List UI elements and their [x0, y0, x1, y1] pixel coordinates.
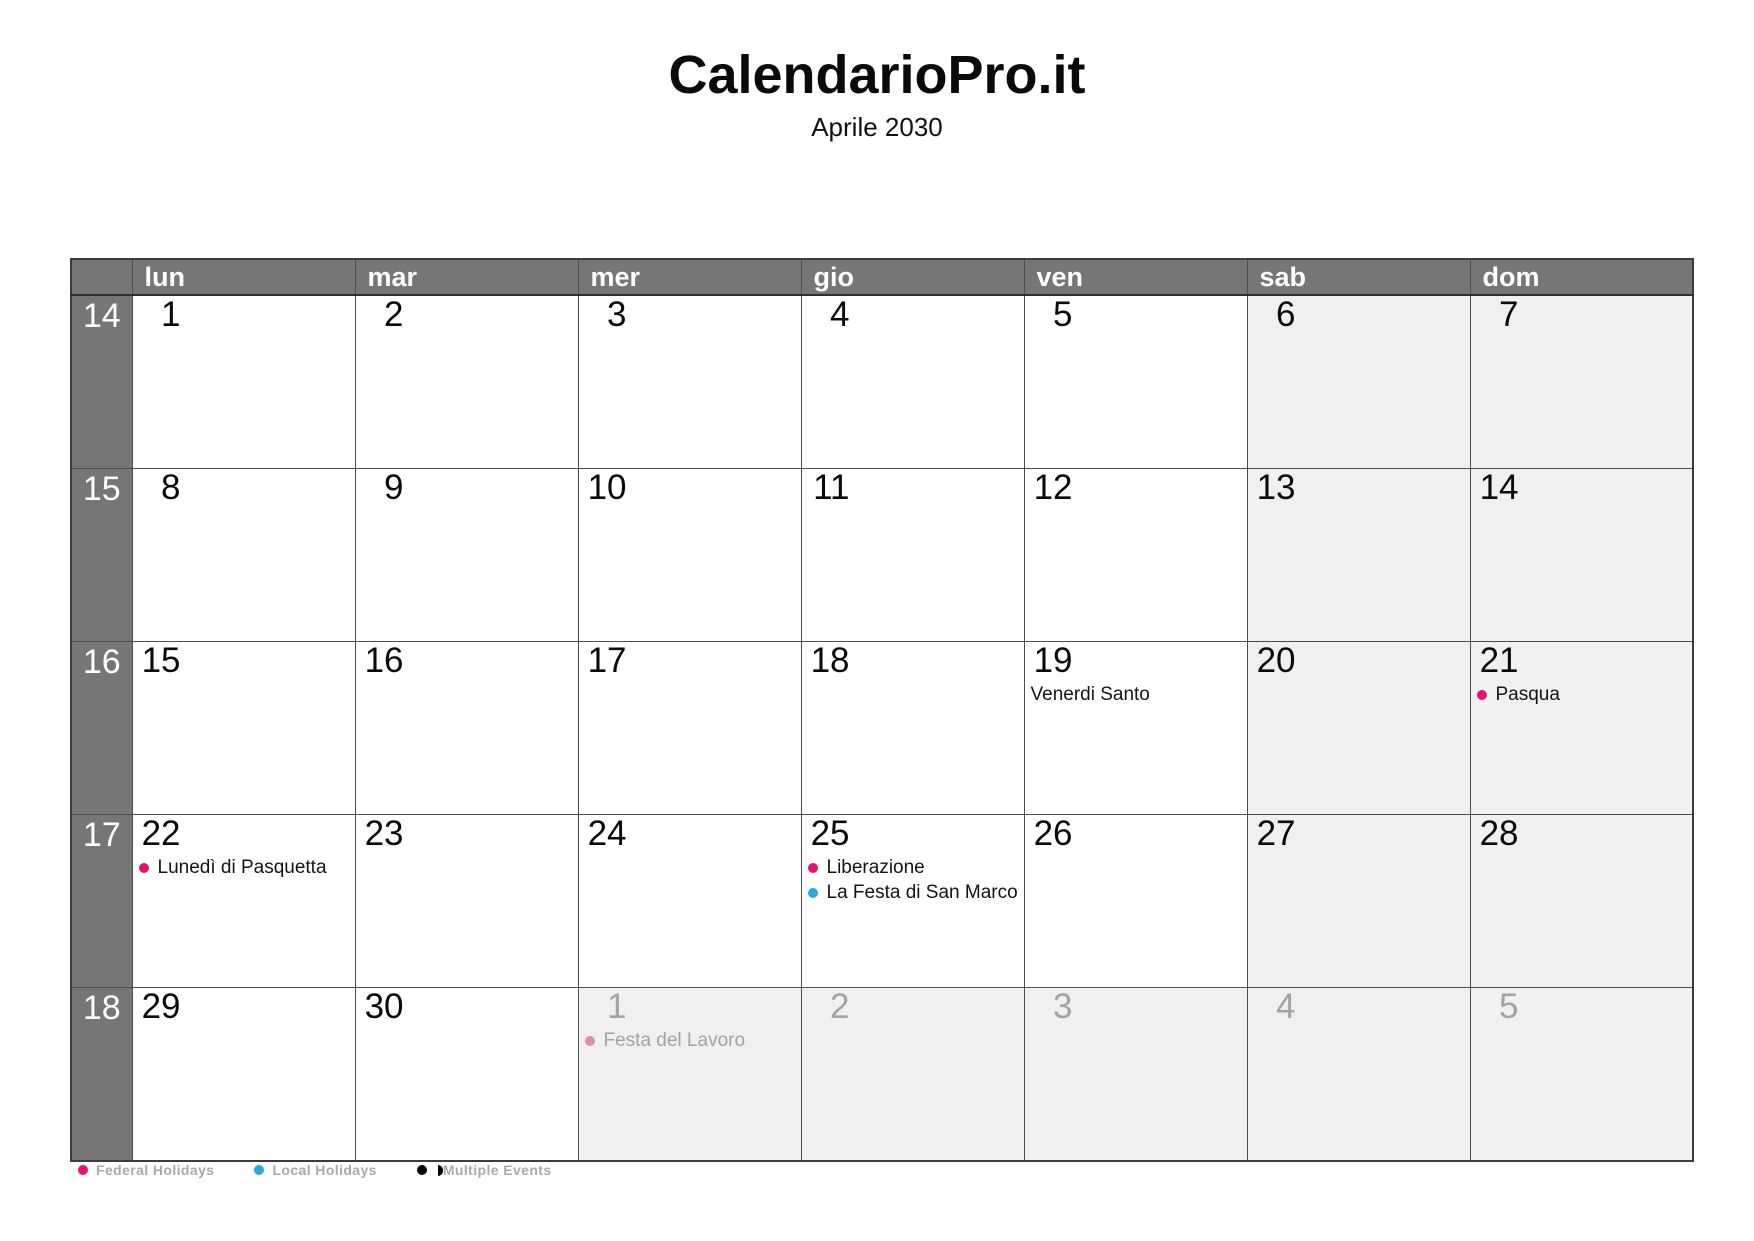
- day-number: 25: [810, 814, 850, 853]
- day-cell-apr-9: [355, 469, 578, 642]
- day-cell-apr-21: [1470, 642, 1693, 815]
- day-number: 5: [1499, 987, 1519, 1026]
- day-number: 22: [141, 814, 181, 853]
- day-cell-may-5: [1470, 988, 1693, 1162]
- day-cell-apr-27: [1247, 815, 1470, 988]
- week-row-17: [71, 815, 1693, 988]
- day-number: 20: [1256, 641, 1296, 680]
- day-number: 3: [1053, 987, 1073, 1026]
- week-column-header: [71, 259, 132, 295]
- local-holiday-dot-icon: [254, 1165, 264, 1175]
- day-number: 5: [1053, 295, 1073, 334]
- day-header-lun: lun: [132, 259, 355, 295]
- federal-holiday-dot-icon: [808, 863, 818, 873]
- event-pasqua: [1471, 682, 1693, 707]
- event-la-festa-di-san-marco: [802, 880, 1024, 905]
- day-cell-apr-8: [132, 469, 355, 642]
- legend-federal-holidays: [78, 1162, 214, 1178]
- legend-label: Local Holidays: [272, 1162, 377, 1178]
- day-cell-apr-17: [578, 642, 801, 815]
- day-number: 4: [830, 295, 850, 334]
- legend-local-holidays: [254, 1162, 376, 1178]
- day-number: 6: [1276, 295, 1296, 334]
- day-number: 2: [830, 987, 850, 1026]
- day-header-dom: dom: [1470, 259, 1693, 295]
- day-cell-apr-7: [1470, 295, 1693, 469]
- day-cell-apr-30: [355, 988, 578, 1162]
- day-cell-apr-3: [578, 295, 801, 469]
- day-number: 1: [607, 987, 627, 1026]
- day-number: 4: [1276, 987, 1296, 1026]
- event-label: Pasqua: [1495, 683, 1560, 705]
- day-number: 19: [1033, 641, 1073, 680]
- day-header-gio: gio: [801, 259, 1024, 295]
- day-cell-apr-28: [1470, 815, 1693, 988]
- day-cell-apr-2: [355, 295, 578, 469]
- event-label: Liberazione: [826, 856, 925, 878]
- day-header-mar: mar: [355, 259, 578, 295]
- page-title: CalendarioPro.it: [668, 45, 1086, 105]
- day-cell-apr-18: [801, 642, 1024, 815]
- day-number: 10: [587, 468, 627, 507]
- week-row-16: [71, 642, 1693, 815]
- day-cell-may-1: [578, 988, 801, 1162]
- event-label: Venerdi Santo: [1030, 683, 1150, 705]
- week-number-16: 16: [71, 642, 132, 815]
- day-cell-apr-19: [1024, 642, 1247, 815]
- week-number-18: 18: [71, 988, 132, 1162]
- day-cell-may-3: [1024, 988, 1247, 1162]
- day-cell-apr-4: [801, 295, 1024, 469]
- multiple-events-dot-icon: [417, 1165, 427, 1175]
- week-row-14: [71, 295, 1693, 469]
- event-liberazione: [802, 855, 1024, 880]
- day-number: 8: [161, 468, 181, 507]
- week-row-15: [71, 469, 1693, 642]
- day-number: 17: [587, 641, 627, 680]
- week-row-18: [71, 988, 1693, 1162]
- day-number: 23: [364, 814, 404, 853]
- day-number: 13: [1256, 468, 1296, 507]
- day-number: 16: [364, 641, 404, 680]
- day-number: 30: [364, 987, 404, 1026]
- day-number: 9: [384, 468, 404, 507]
- day-cell-apr-14: [1470, 469, 1693, 642]
- event-festa-del-lavoro: [579, 1028, 801, 1053]
- page-header: [0, 44, 1754, 144]
- event-label: Festa del Lavoro: [603, 1029, 746, 1051]
- calendar-table: [70, 258, 1694, 1162]
- day-cell-may-2: [801, 988, 1024, 1162]
- weekday-header-row: [71, 259, 1693, 295]
- day-cell-apr-25: [801, 815, 1024, 988]
- day-cell-apr-6: [1247, 295, 1470, 469]
- day-number: 15: [141, 641, 181, 680]
- day-cell-apr-5: [1024, 295, 1247, 469]
- day-number: 11: [813, 468, 850, 507]
- calendar: [70, 258, 1694, 1162]
- day-header-sab: sab: [1247, 259, 1470, 295]
- page-subtitle: Aprile 2030: [811, 112, 943, 142]
- day-cell-may-4: [1247, 988, 1470, 1162]
- day-number: 24: [587, 814, 627, 853]
- day-number: 28: [1479, 814, 1519, 853]
- day-number: 18: [810, 641, 850, 680]
- day-cell-apr-23: [355, 815, 578, 988]
- day-cell-apr-1: [132, 295, 355, 469]
- day-number: 14: [1479, 468, 1519, 507]
- legend-label: Multiple Events: [442, 1162, 552, 1178]
- day-number: 3: [607, 295, 627, 334]
- day-cell-apr-16: [355, 642, 578, 815]
- day-cell-apr-13: [1247, 469, 1470, 642]
- day-number: 12: [1033, 468, 1073, 507]
- federal-holiday-dot-icon: [139, 863, 149, 873]
- day-cell-apr-20: [1247, 642, 1470, 815]
- event-label: Lunedì di Pasquetta: [157, 856, 327, 878]
- day-number: 2: [384, 295, 404, 334]
- federal-holiday-dot-icon: [1477, 690, 1487, 700]
- day-number: 26: [1033, 814, 1073, 853]
- day-cell-apr-24: [578, 815, 801, 988]
- week-number-17: 17: [71, 815, 132, 988]
- day-cell-apr-15: [132, 642, 355, 815]
- week-number-14: 14: [71, 295, 132, 469]
- day-cell-apr-11: [801, 469, 1024, 642]
- day-number: 21: [1479, 641, 1519, 680]
- day-header-ven: ven: [1024, 259, 1247, 295]
- event-lunedi-di-pasquetta: [133, 855, 355, 880]
- week-number-15: 15: [71, 469, 132, 642]
- day-cell-apr-12: [1024, 469, 1247, 642]
- local-holiday-dot-icon: [808, 888, 818, 898]
- day-number: 1: [161, 295, 181, 334]
- day-cell-apr-22: [132, 815, 355, 988]
- day-number: 29: [141, 987, 181, 1026]
- day-cell-apr-26: [1024, 815, 1247, 988]
- legend: [78, 1162, 552, 1178]
- legend-label: Federal Holidays: [96, 1162, 215, 1178]
- legend-multiple-events: [417, 1162, 552, 1178]
- day-cell-apr-10: [578, 469, 801, 642]
- event-venerdi-santo: [1025, 682, 1247, 707]
- day-cell-apr-29: [132, 988, 355, 1162]
- day-number: 7: [1499, 295, 1519, 334]
- day-header-mer: mer: [578, 259, 801, 295]
- event-label: La Festa di San Marco: [826, 881, 1018, 903]
- federal-holiday-dot-icon: [585, 1036, 595, 1046]
- federal-holiday-dot-icon: [78, 1165, 88, 1175]
- day-number: 27: [1256, 814, 1296, 853]
